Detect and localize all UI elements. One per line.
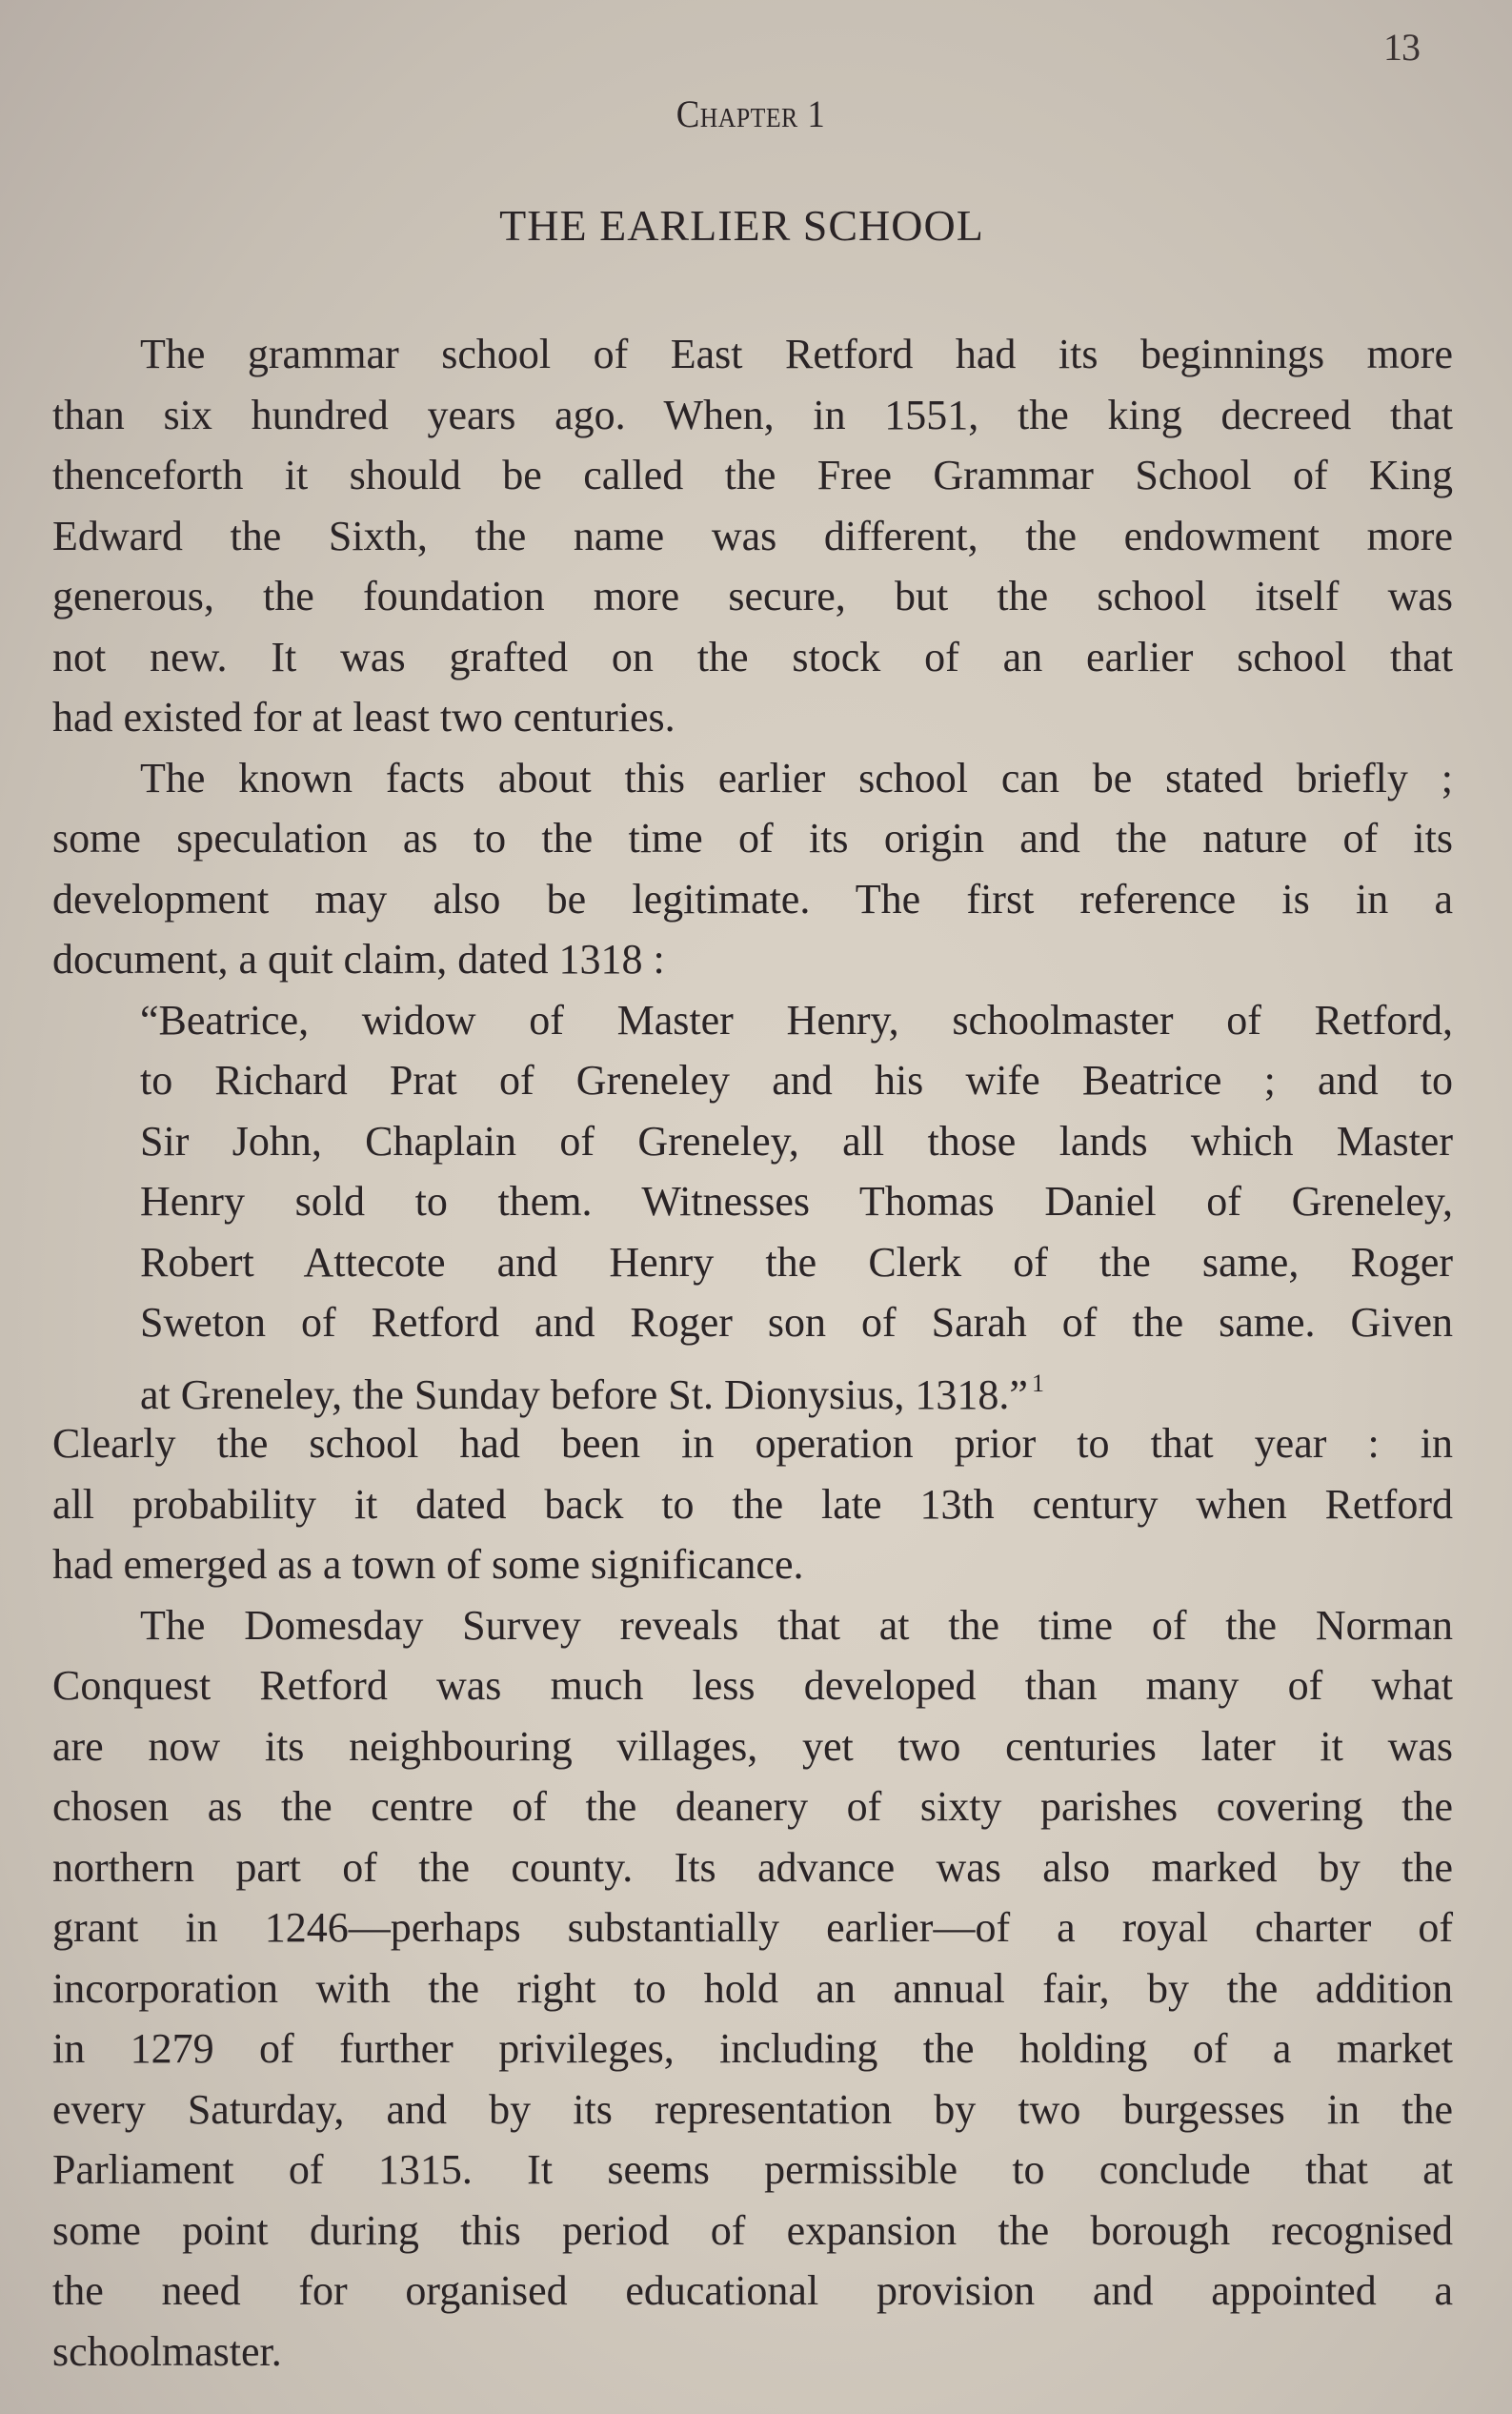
quote-line-final	[52, 1353, 1453, 1418]
quote-line: Robert Attecote and Henry the Clerk of the same, Roger	[140, 1238, 1453, 1286]
quote-line: “Beatrice, widow of Master Henry, schoolmaster of Retford,	[140, 996, 1453, 1044]
quote-line: Henry sold to them. Witnesses Thomas Daniel of Greneley,	[140, 1178, 1453, 1225]
text-line: grant in 1246—perhaps substantially earlier—of a royal charter of	[52, 1904, 1453, 1951]
text-line: not new. It was grafted on the stock of an earlier school that	[52, 633, 1453, 680]
text-line: document, a quit claim, dated 1318 :	[52, 936, 665, 983]
text-line: schoolmaster.	[52, 2327, 282, 2375]
paragraph-origins	[52, 324, 1453, 748]
chapter-label: Chapter 1	[675, 92, 826, 135]
text-line: The known facts about this earlier school can be stated briefly ;	[140, 754, 1453, 801]
chapter-title: THE EARLIER SCHOOL	[499, 201, 984, 250]
page-number: 13	[1383, 26, 1420, 69]
quote-line: Sir John, Chaplain of Greneley, all those lands which Master	[140, 1117, 1453, 1165]
text-line: are now its neighbouring villages, yet two centuries later it was	[52, 1722, 1453, 1770]
text-line: incorporation with the right to hold an annual fair, by the addition	[52, 1964, 1453, 2012]
text-line: Conquest Retford was much less developed than many of what	[52, 1662, 1453, 1709]
body-text	[52, 324, 1453, 2382]
text-line: northern part of the county. Its advance was also marked by the	[52, 1843, 1453, 1891]
block-quote	[52, 990, 1453, 1418]
text-line: some speculation as to the time of its origin and the nature of its	[52, 815, 1453, 862]
paragraph-clearly	[52, 1413, 1453, 1595]
text-line: development may also be legitimate. The first reference is in a	[52, 875, 1453, 923]
paragraph-known-facts	[52, 748, 1453, 990]
text-line: had emerged as a town of some significance.	[52, 1541, 804, 1588]
footnote-marker[interactable]: 1	[1031, 1369, 1044, 1397]
paragraph-domesday	[52, 1595, 1453, 2383]
text-line: than six hundred years ago. When, in 1551, the king decreed that	[52, 391, 1453, 438]
quote-line: Sweton of Retford and Roger son of Sarah of the same. Given	[140, 1299, 1453, 1346]
text-line: in 1279 of further privileges, including the holding of a market	[52, 2025, 1453, 2072]
text-line: The grammar school of East Retford had its beginnings more	[140, 331, 1453, 377]
text-line: Edward the Sixth, the name was different, the endowment more	[52, 512, 1453, 559]
text-line: chosen as the centre of the deanery of sixty parishes covering the	[52, 1783, 1453, 1830]
text-line: The Domesday Survey reveals that at the time of the Norman	[140, 1601, 1453, 1649]
quote-text: at Greneley, the Sunday before St. Dionysius, 1318.”	[140, 1370, 1028, 1418]
text-line: generous, the foundation more secure, but the school itself was	[52, 573, 1453, 619]
text-line: had existed for at least two centuries.	[52, 694, 675, 740]
text-line: thenceforth it should be called the Free Grammar School of King	[52, 452, 1453, 498]
text-line: Parliament of 1315. It seems permissible to conclude that at	[52, 2146, 1453, 2193]
text-line: the need for organised educational provision and appointed a	[52, 2267, 1453, 2314]
text-line: every Saturday, and by its representation by two burgesses in the	[52, 2085, 1453, 2133]
text-line: some point during this period of expansion the borough recognised	[52, 2206, 1453, 2254]
text-line: Clearly the school had been in operation prior to that year : in	[52, 1420, 1453, 1467]
quote-line: to Richard Prat of Greneley and his wife Beatrice ; and to	[140, 1057, 1453, 1104]
text-line: all probability it dated back to the late 13th century when Retford	[52, 1480, 1453, 1528]
